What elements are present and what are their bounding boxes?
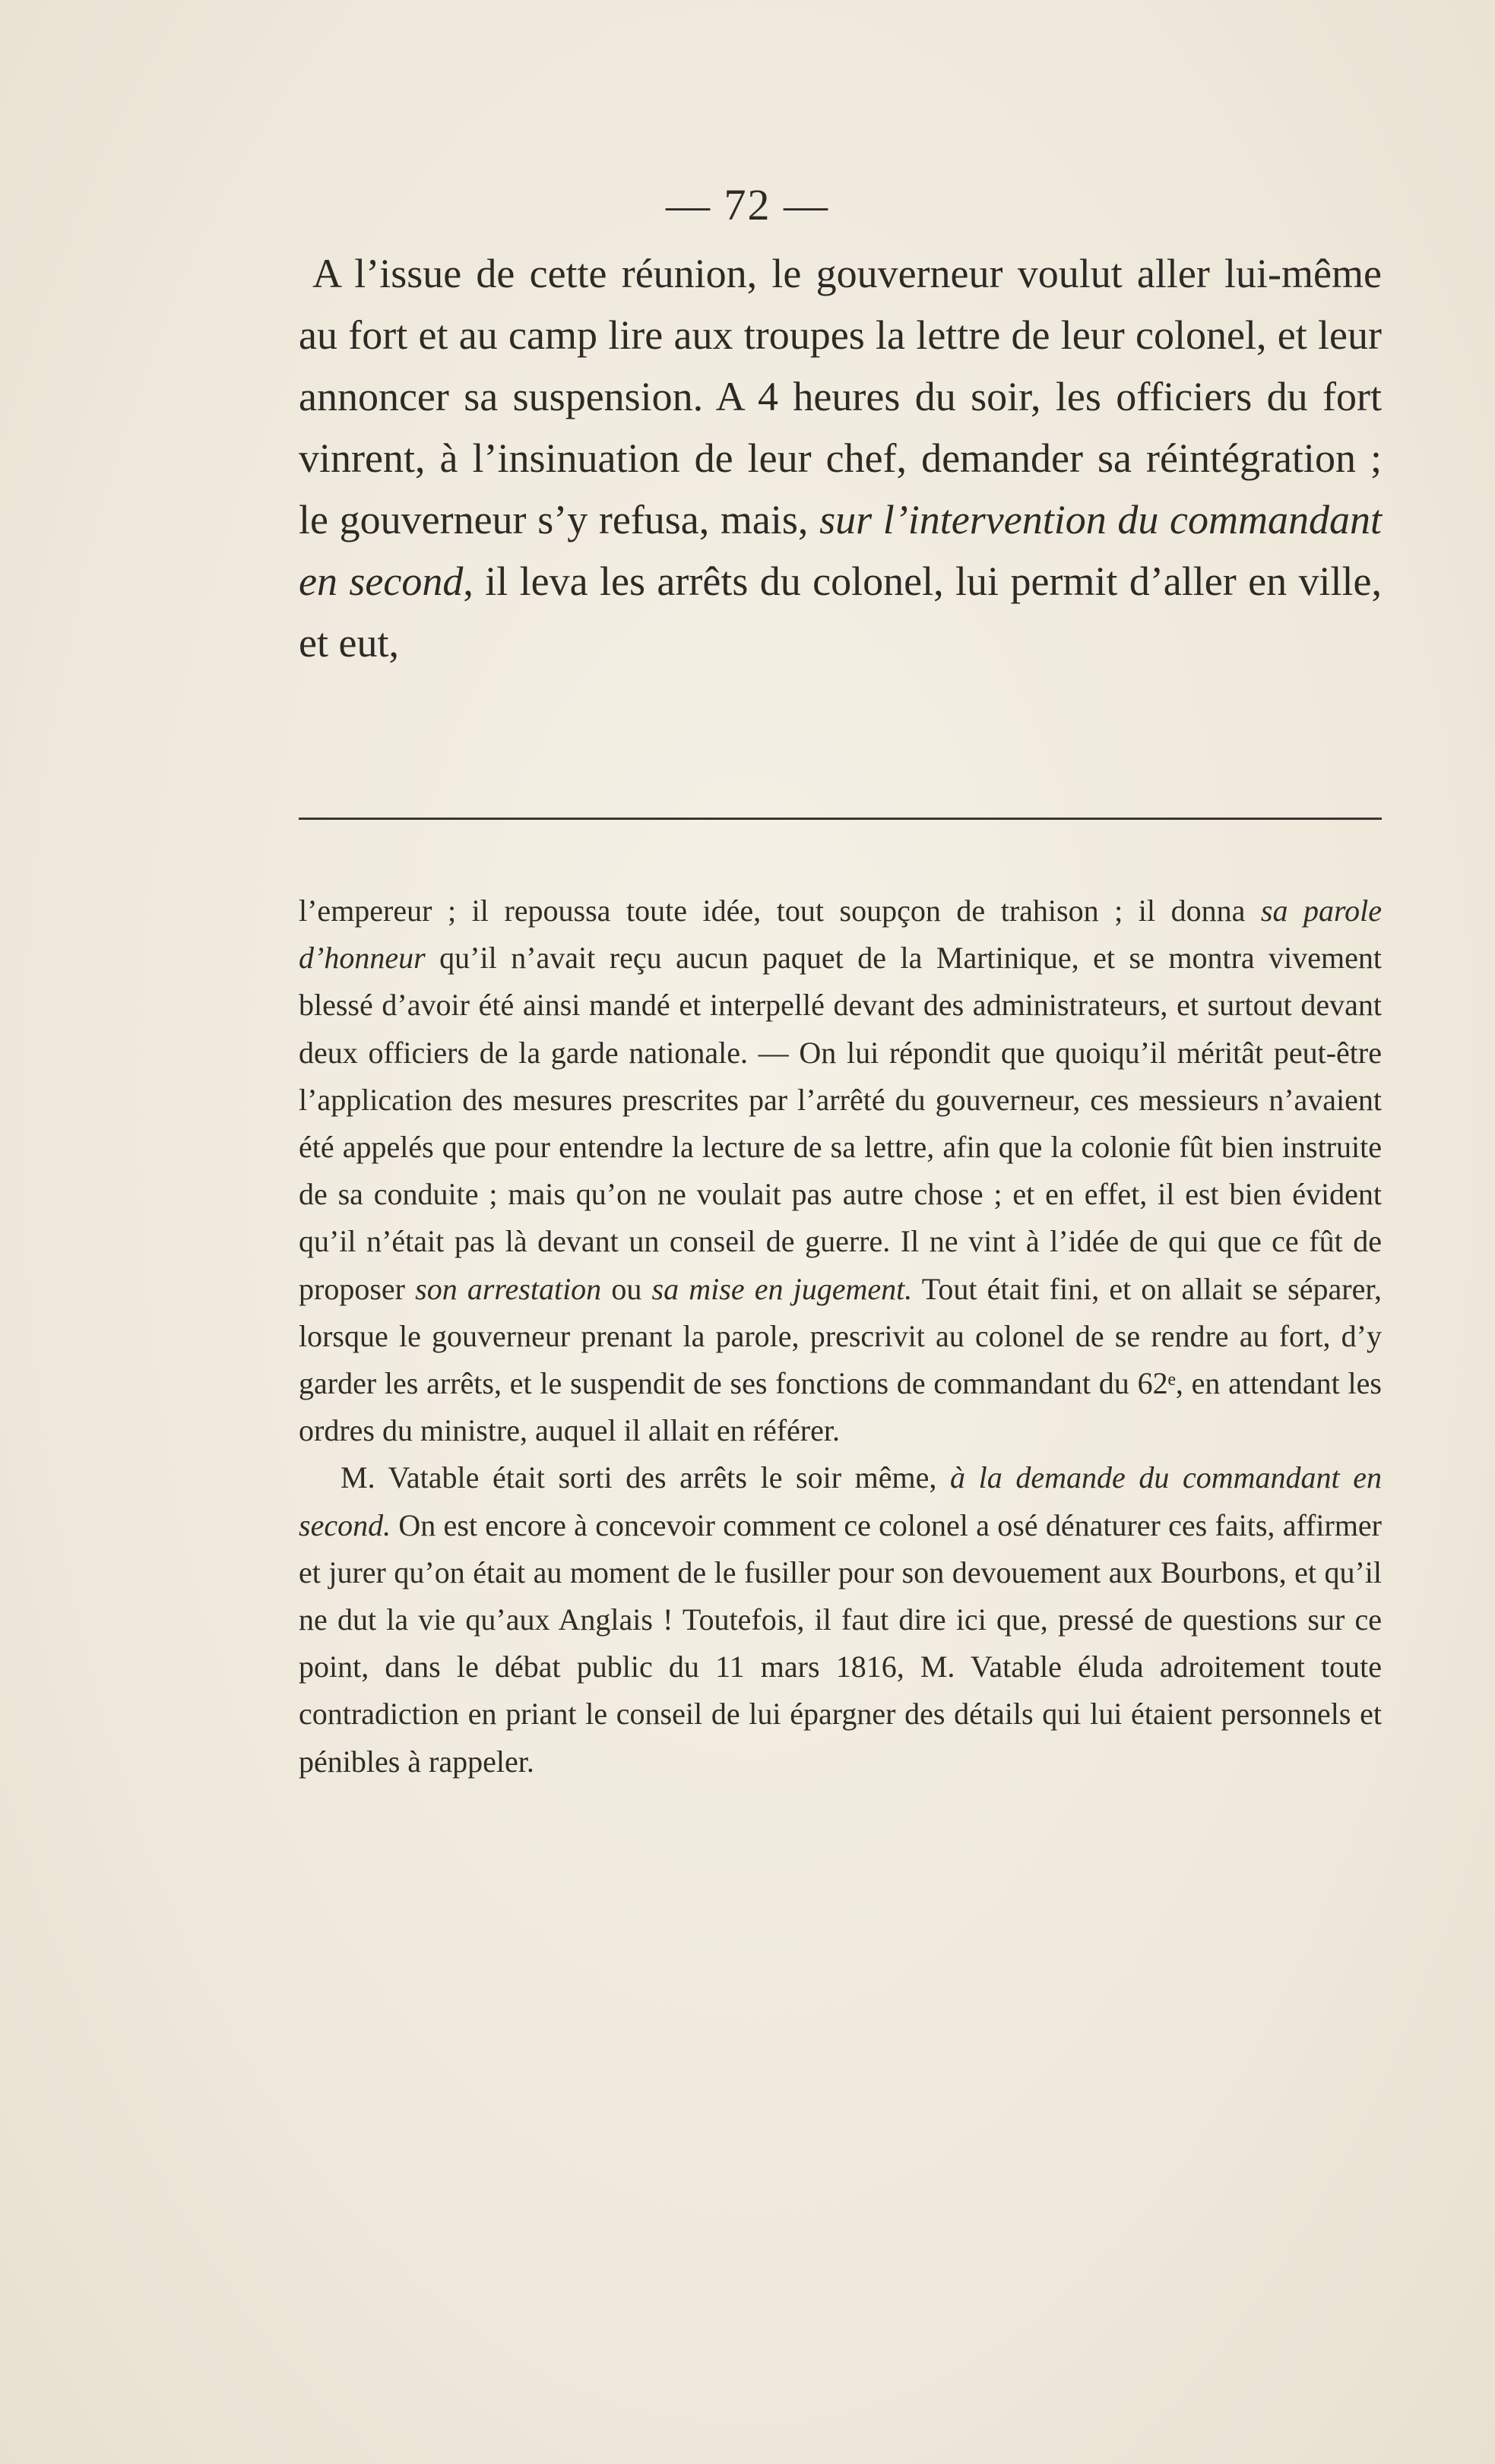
footnote-run: Tout était fini, et on allait se séparer, lorsque le gouverneur prenant la parole, prescrivit au colonel de se rendre au fort, d’y garder les arrêts, et le suspendit de ses fonctions de commandant du 62ᵉ, en attendant les ordres du ministre, auquel il allait en référer. bbox=[299, 1271, 1383, 1448]
footnote-run: On est encore à concevoir comment ce colonel a osé dénaturer ces faits, affirmer et jurer qu’on était au moment de le fusiller pour son devouement aux Bourbons, et qu’il ne dut la vie qu’aux Anglais ! Toutefois, il faut dire ici que, pressé de questions sur ce point, dans le débat public du 11 mars 1816, M. Vatable éluda adroitement toute contradiction en priant le conseil de lui épargner des détails qui lui étaient personnels et pénibles à rappeler. bbox=[299, 1507, 1382, 1779]
main-text-italic: sur l’intervention du commandant en second bbox=[299, 497, 1382, 604]
footnote bbox=[299, 887, 1382, 1786]
main-text-run: , il leva les arrêts du colonel, lui permit d’aller en ville, et eut, bbox=[299, 558, 1383, 666]
main-paragraph bbox=[299, 243, 1382, 674]
footnote-paragraph bbox=[299, 1454, 1382, 1785]
main-text bbox=[299, 243, 1382, 674]
page-number: — 72 — bbox=[666, 180, 829, 229]
footnote-run: qu’il n’avait reçu aucun paquet de la Martinique, et se montra vivement blessé d’avoir été ainsi mandé et interpellé devant des administrateurs, et surtout devant deux officiers de la garde nationale. — On lui répondit que quoiqu’il méritât peut-être l’application des mesures prescrites par l’arrêté du gouverneur, ces messieurs n’avaient été appelés que pour entendre la lecture de sa lettre, afin que la colonie fût bien instruite de sa conduite ; mais qu’on ne voulait pas autre chose ; et en effet, il est bien évident qu’il n’était pas là devant un conseil de guerre. Il ne vint à l’idée de qui que ce fût de proposer bbox=[299, 941, 1383, 1306]
main-text-run: A l’issue de cette réunion, le gouverneur voulut aller lui-même au fort et au camp lire aux troupes la lettre de leur colonel, et leur annoncer sa suspension. A 4 heures du soir, les officiers du fort vinrent, à l’insinuation de leur chef, demander sa réintégration ; le gouverneur s’y refusa, mais, bbox=[299, 251, 1382, 542]
footnote-paragraph bbox=[299, 887, 1382, 1454]
footnote-italic: sa parole d’honneur bbox=[299, 894, 1382, 976]
footnote-italic: sa mise en jugement. bbox=[651, 1271, 913, 1306]
footnote-run: ou bbox=[611, 1271, 642, 1306]
footnote-italic: à la demande du commandant en second. bbox=[299, 1460, 1383, 1542]
footnote-separator bbox=[299, 818, 1382, 820]
footnote-run: l’empereur ; il repoussa toute idée, tout soupçon de trahison ; il donna bbox=[299, 894, 1246, 928]
footnote-run: M. Vatable était sorti des arrêts le soir même, bbox=[340, 1460, 937, 1495]
footnote-italic: son arrestation bbox=[415, 1271, 602, 1306]
